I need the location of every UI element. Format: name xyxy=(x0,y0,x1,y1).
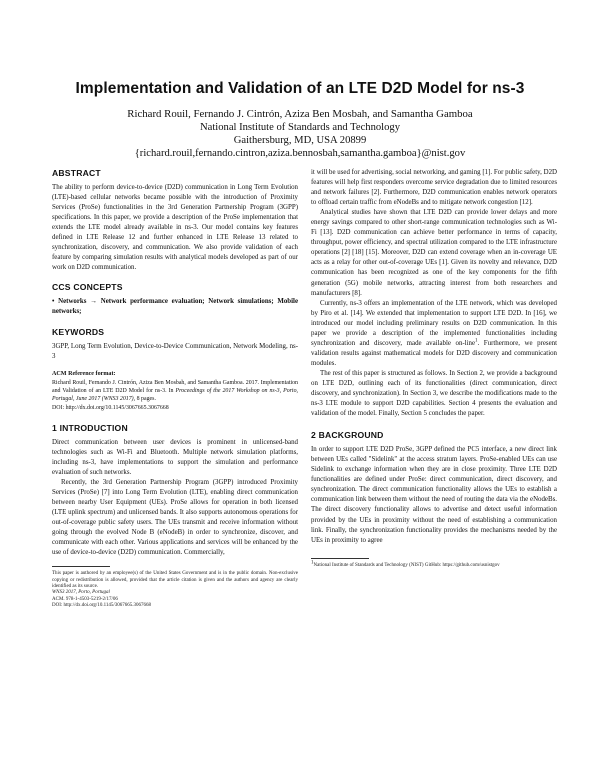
right-paragraph-4: The rest of this paper is structured as follows. In Section 2, we provide a background on LTE D2D, outlining each of its functionalities (direct communication, direct discovery, and synchronization). In Section 3, we describe the modifications made to the ns-3 LTE module to support D2D capabilities. Section 4 presents the evaluation and validation of the model. Finally, Section 5 concludes the paper. xyxy=(311,369,557,418)
right-footnote-divider xyxy=(311,558,369,559)
github-footnote-mark: 1 xyxy=(311,559,314,565)
rights-statement: This paper is authored by an employee(s) of the United States Government and is in the public domain. Non-exclusive copying or redistribution is allowed, provided that the article citation is given and the authors and agency are clearly identified as its source. xyxy=(52,571,298,589)
github-footnote-text[interactable]: National Institute of Standards and Technology (NIST) GitHub: https://github.com/usnistgov xyxy=(313,562,500,568)
author-emails: {richard.rouil,fernando.cintron,aziza.bennosbah,samantha.gamboa}@nist.gov xyxy=(134,148,466,159)
background-heading: 2 BACKGROUND xyxy=(311,430,384,441)
intro-heading: 1 INTRODUCTION xyxy=(52,422,128,433)
keywords-text: 3GPP, Long Term Evolution, Device-to-Device Communication, Network Modeling, ns-3 xyxy=(52,342,298,360)
github-footnote xyxy=(311,559,557,569)
keywords-heading: KEYWORDS xyxy=(52,326,105,337)
background-paragraph-1: In order to support LTE D2D ProSe, 3GPP defined the PC5 interface, a new direct link between UEs called "Sidelink" at the access stratum layers. ProSe-enabled UEs can use Sidelink to exchange information when they are in close proximity. Three LTE D2D functionalities are defined under ProSe: direct communication, direct discovery, and synchronization. The direct communication functionality allows the UEs to establish a communication link between them without the need of routing the data via the eNodeBs. The direct discovery functionality allows to advertise and detect useful information provided by the UEs in proximity without the need of establishing a communication link. Finally, the synchronization functionality provides the mechanisms needed by the UEs in proximity to agree xyxy=(311,446,557,544)
right-paragraph-3 xyxy=(311,299,557,369)
footnote-doi[interactable]: DOI: http://dx.doi.org/10.1145/3067665.3067668 xyxy=(52,602,152,608)
acm-reference-authors: Richard Rouil, Fernando J. Cintrón, Aziza Ben Mosbah, and Samantha Gamboa. 2017. Implementation and Validation of an LTE D2D Model for ns-3. In xyxy=(52,379,298,394)
acm-reference-heading: ACM Reference format: xyxy=(52,370,116,377)
footnote-divider xyxy=(52,566,110,567)
paper-title: Implementation and Validation of an LTE D2D Model for ns-3 xyxy=(75,80,525,97)
location: Gaithersburg, MD, USA 20899 xyxy=(233,135,367,146)
left-column xyxy=(52,168,298,609)
abstract-heading: ABSTRACT xyxy=(52,168,101,178)
rights-footnote xyxy=(52,571,298,609)
right-paragraph-3-tail: . Furthermore, we present validation results against mathematical models for D2D discovery and communication modules. xyxy=(311,339,557,367)
abstract-text: The ability to perform device-to-device (D2D) communication in Long Term Evolution (LTE)-based cellular networks became possible with the introduction of Proximity Services (ProSe) functionalities in the 3rd Generation Partnership Program (3GPP) specifications. In this paper, we provide a description of the ProSe implementation that extends the LTE model already available in ns-3. Our model contains key features defined in LTE Release 12 and further enhanced in LTE Release 13 related to synchronization, discovery, and communication. We also provide validation of each feature by comparing simulation results with analytical models developed as part of our work on D2D communication. xyxy=(52,184,298,272)
right-column xyxy=(311,168,557,569)
acm-reference-doi[interactable]: DOI: http://dx.doi.org/10.1145/3067665.3067668 xyxy=(52,404,169,411)
footnote-marker[interactable]: 1 xyxy=(475,338,478,344)
right-paragraph-1: it will be used for advertising, social networking, and gaming [1]. For public safety, D2D features will help first responders overcome service degradation due to limited resources and network failures [2]. Furthermore, D2D communication enables network operators to offload certain traffic from eNodeBs and to mitigate network congestion [12]. xyxy=(311,169,557,207)
conference-name: WNS3 2017, Porto, Portugal xyxy=(52,590,110,596)
isbn-line: ACM. 978-1-4503-5219-2/17/06 xyxy=(52,596,118,602)
affiliation: National Institute of Standards and Technology xyxy=(199,122,400,133)
intro-paragraph-2: Recently, the 3rd Generation Partnership Program (3GPP) introduced Proximity Services (ProSe) [7] into Long Term Evolution (LTE), enabling direct communication between nearby User Equipment (UEs). ProSe allows for operation in both licensed (LTE uplink spectrum) and unlicensed bands. It also supports autonomous operations for out-of-coverage public safety users. The UEs transmit and receive information without going through the evolved Node B (eNodeB) in order to synchronize, discover, and communicate with each other. Various applications and services will be enhanced by the use of device-to-device (D2D) communication. Commercially, xyxy=(52,479,298,557)
intro-paragraph-1: Direct communication between user devices is prominent in unlicensed-band technologies such as Wi-Fi and Bluetooth. Multiple network simulation platforms, including ns-3, have implementations to support the simulation and performance evaluation of such networks. xyxy=(52,438,298,476)
right-paragraph-3-text: Currently, ns-3 offers an implementation of the LTE network, which was developed by Piro et al. [14]. We extended that implementation to support LTE D2D. In [16], we introduced our model including preliminary results on D2D communication. In this paper we provide a description of the implemented functionalities including synchronization and discovery, made available on-line xyxy=(311,299,557,347)
ccs-heading: CCS CONCEPTS xyxy=(52,282,123,293)
acm-reference-venue: Proceedings of the 2017 Workshop on ns-3, Porto, Portugal, June 2017 (WNS3 2017), xyxy=(52,387,298,403)
acm-reference-pages: 8 pages. xyxy=(136,396,156,403)
ccs-text: • Networks → Network performance evaluation; Network simulations; Mobile networks; xyxy=(52,298,298,316)
right-paragraph-2: Analytical studies have shown that LTE D2D can provide lower delays and more energy savings compared to other short-range communication technologies such as Wi-Fi [13]. D2D communication can achieve better performance in terms of capacity, throughput, power efficiency, and spectral utilization compared to the LTE infrastructure operations [2] [18] [15]. Moreover, D2D can extend coverage when an in-coverage UE acts as a relay for other out-of-coverage UEs [1]. Given its novelty and relevance, D2D communication has been recognized as one of the key components for the fifth generation (5G) mobile networks, attracting interest from both researchers and manufacturers [8]. xyxy=(311,209,557,297)
acm-reference-body xyxy=(52,379,298,412)
author-names: Richard Rouil, Fernando J. Cintrón, Aziza Ben Mosbah, and Samantha Gamboa xyxy=(127,108,473,120)
author-block xyxy=(0,108,600,160)
